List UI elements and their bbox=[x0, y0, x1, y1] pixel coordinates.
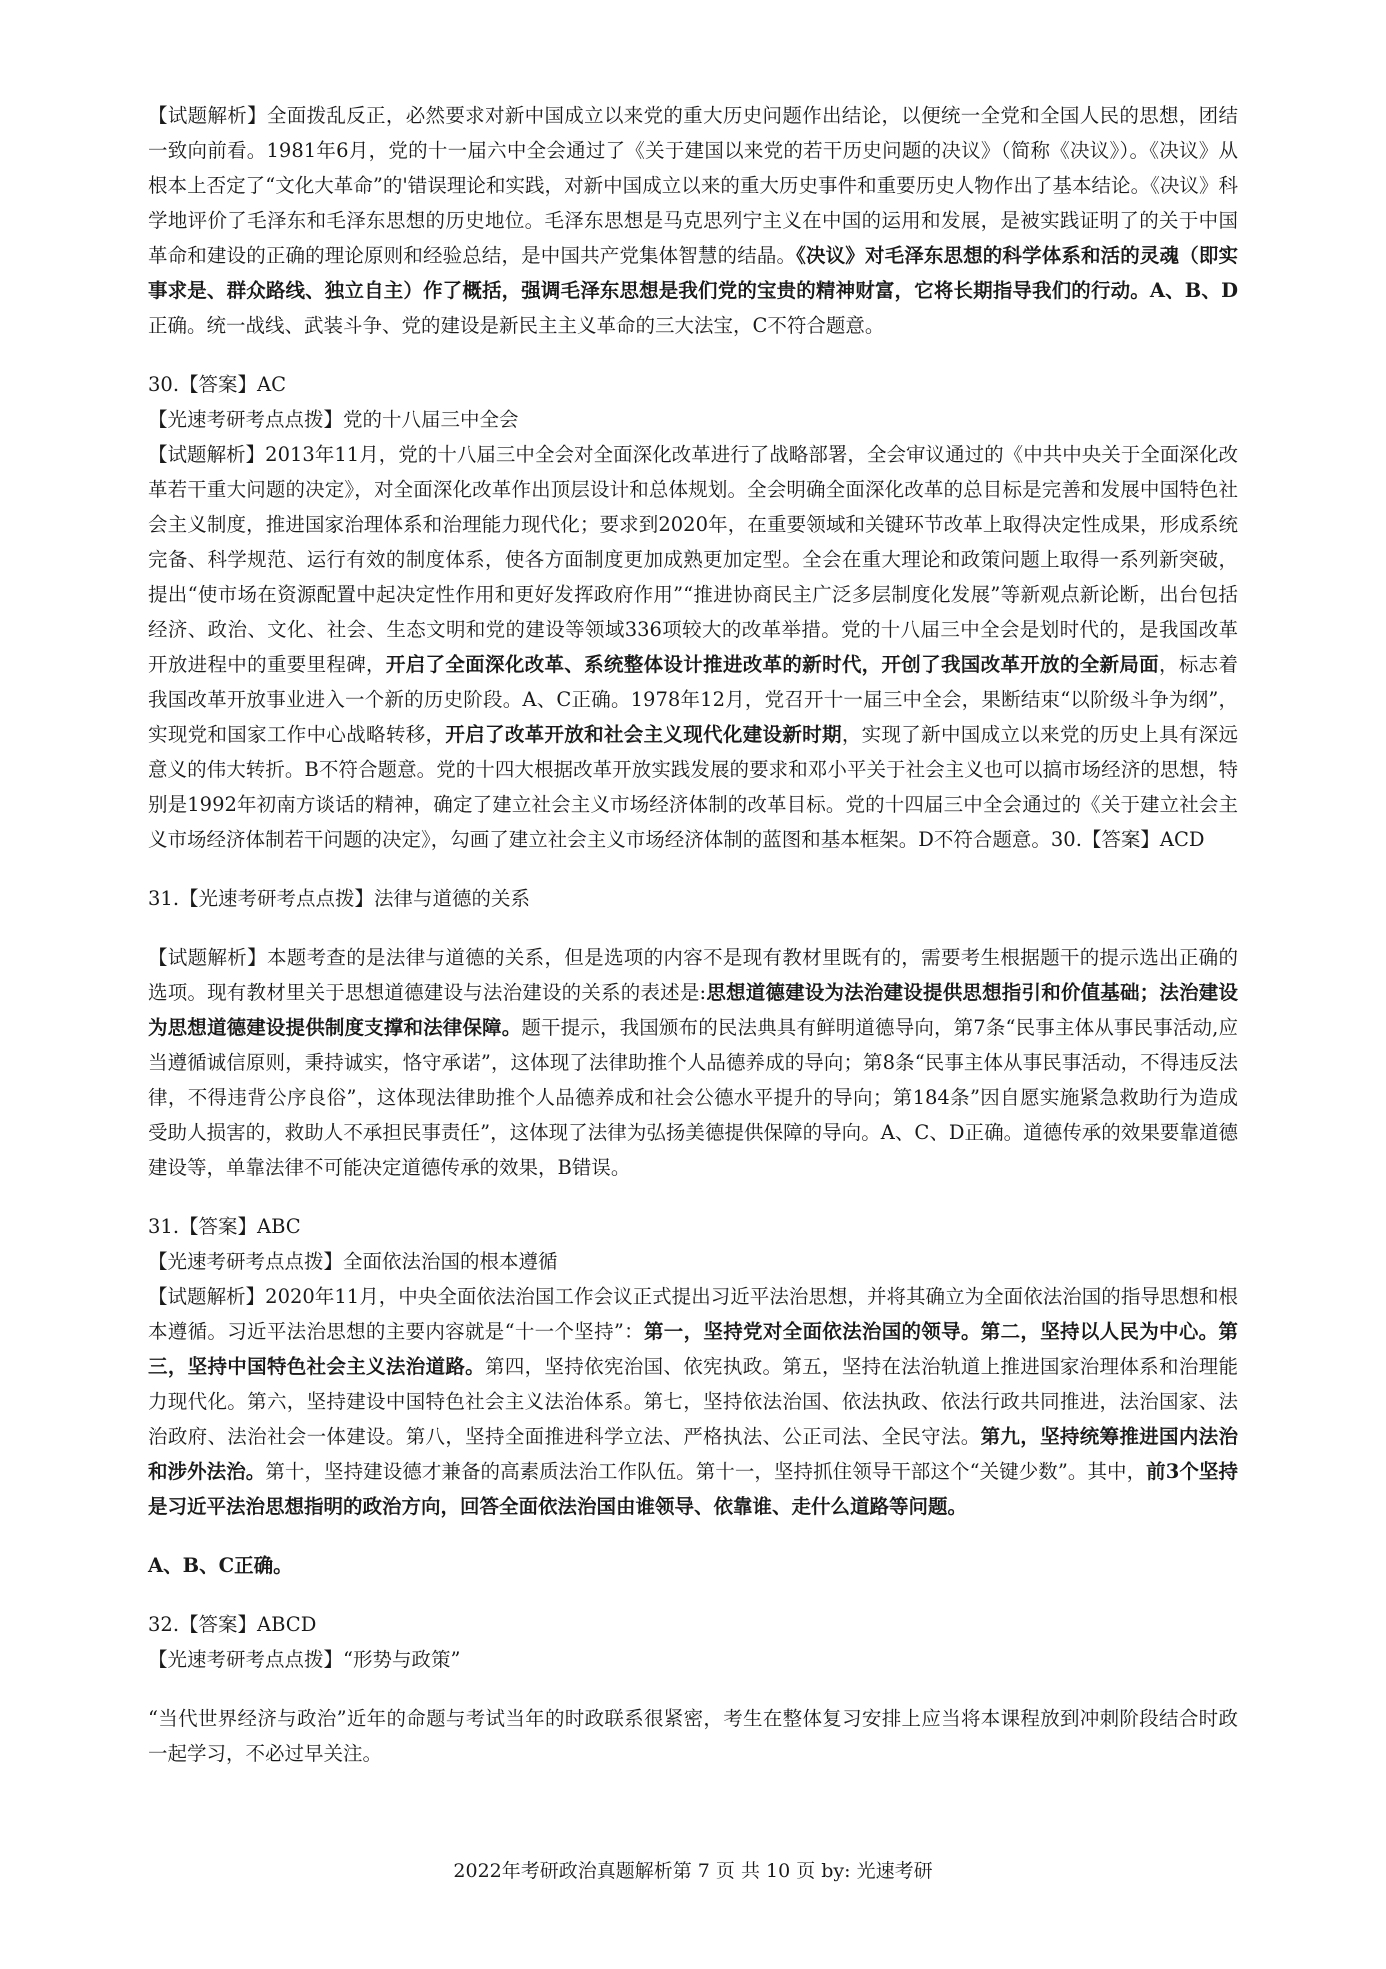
paragraph bbox=[148, 881, 1238, 916]
text-run: 32.【答案】ABCD bbox=[148, 1613, 317, 1636]
paragraph bbox=[148, 402, 1238, 437]
paragraph bbox=[148, 367, 1238, 402]
bold-text-run: 《决议》对毛泽东思想的科学体系和活的灵魂（即实事求是、群众路线、独立自主）作了概括，强调毛泽东思想是我们党的宝贵的精神财富，它将长期指导我们的行动。A、B、D bbox=[148, 244, 1238, 302]
paragraph bbox=[148, 1209, 1238, 1244]
paragraph bbox=[148, 1642, 1238, 1677]
bold-text-run: 第九，坚持统筹推进国内法治和涉外法治。 bbox=[148, 1425, 1238, 1483]
text-run: 31.【答案】ABC bbox=[148, 1215, 301, 1238]
paragraph bbox=[148, 1607, 1238, 1642]
paragraph bbox=[148, 1279, 1238, 1524]
bold-text-run: 思想道德建设为法治建设提供思想指引和价值基础；法治建设为思想道德建设提供制度支撑和法律保障。 bbox=[148, 981, 1238, 1039]
paragraph bbox=[148, 437, 1238, 857]
bold-text-run: A、B、C正确。 bbox=[148, 1554, 293, 1577]
text-run: 正确。统一战线、武装斗争、党的建设是新民主主义革命的三大法宝，C不符合题意。 bbox=[148, 314, 885, 337]
bold-text-run: 第一，坚持党对全面依法治国的领导。第二，坚持以人民为中心。第三，坚持中国特色社会主义法治道路。 bbox=[148, 1320, 1238, 1378]
paragraph bbox=[148, 940, 1238, 1185]
text-run: 【光速考研考点点拨】党的十八届三中全会 bbox=[148, 408, 519, 431]
text-run: 【试题解析】全面拨乱反正，必然要求对新中国成立以来党的重大历史问题作出结论，以便统一全党和全国人民的思想，团结一致向前看。1981年6月，党的十一届六中全会通过了《关于建国以来党的若干历史问题的决议》（简称《决议》）。《决议》从根本上否定了“文化大革命”的'错误理论和实践，对新中国成立以来的重大历史事件和重要历史人物作出了基本结论。《决议》科学地评价了毛泽东和毛泽东思想的历史地位。毛泽东思想是马克思列宁主义在中国的运用和发展，是被实践证明了的关于中国革命和建设的正确的理论原则和经验总结，是中国共产党集体智慧的结晶。 bbox=[148, 104, 1238, 267]
text-run: 30.【答案】AC bbox=[148, 373, 287, 396]
page-footer: 2022年考研政治真题解析第 7 页 共 10 页 by: 光速考研 bbox=[453, 1860, 933, 1882]
text-run: 【试题解析】2020年11月，中央全面依法治国工作会议正式提出习近平法治思想，并将其确立为全面依法治国的指导思想和根本遵循。习近平法治思想的主要内容就是“十一个坚持”： bbox=[148, 1285, 1238, 1343]
document-body bbox=[148, 98, 1238, 1771]
text-run: 第四，坚持依宪治国、依宪执政。第五，坚持在法治轨道上推进国家治理体系和治理能力现代化。第六，坚持建设中国特色社会主义法治体系。第七，坚持依法治国、依法执政、依法行政共同推进，法治国家、法治政府、法治社会一体建设。第八，坚持全面推进科学立法、严格执法、公正司法、全民守法。 bbox=[148, 1355, 1238, 1448]
bold-text-run: 开启了全面深化改革、系统整体设计推进改革的新时代，开创了我国改革开放的全新局面 bbox=[385, 653, 1159, 676]
text-run: ，标志着我国改革开放事业进入一个新的历史阶段。A、C正确。1978年12月，党召开十一届三中全会，果断结束“以阶级斗争为纲”，实现党和国家工作中心战略转移， bbox=[148, 653, 1238, 746]
paragraph bbox=[148, 1548, 1238, 1583]
text-run: 【试题解析】2013年11月，党的十八届三中全会对全面深化改革进行了战略部署，全会审议通过的《中共中央关于全面深化改革若干重大问题的决定》，对全面深化改革作出顶层设计和总体规划。全会明确全面深化改革的总目标是完善和发展中国特色社会主义制度，推进国家治理体系和治理能力现代化；要求到2020年，在重要领域和关键环节改革上取得决定性成果，形成系统完备、科学规范、运行有效的制度体系，使各方面制度更加成熟更加定型。全会在重大理论和政策问题上取得一系列新突破，提出“使市场在资源配置中起决定性作用和更好发挥政府作用”“推进协商民主广泛多层制度化发展”等新观点新论断，出台包括经济、政治、文化、社会、生态文明和党的建设等领域336项较大的改革举措。党的十八届三中全会是划时代的，是我国改革开放进程中的重要里程碑， bbox=[148, 443, 1238, 676]
text-run: 31.【光速考研考点点拨】法律与道德的关系 bbox=[148, 887, 531, 910]
bold-text-run: 开启了改革开放和社会主义现代化建设新时期 bbox=[445, 723, 842, 746]
text-run: 【光速考研考点点拨】“形势与政策” bbox=[148, 1648, 461, 1671]
paragraph bbox=[148, 1244, 1238, 1279]
text-run: 题干提示，我国颁布的民法典具有鲜明道德导向，第7条“民事主体从事民事活动,应当遵循诚信原则，秉持诚实，恪守承诺”，这体现了法律助推个人品德养成的导向；第8条“民事主体从事民事活动，不得违反法律，不得违背公序良俗”，这体现法律助推个人品德养成和社会公德水平提升的导向；第184条”因自愿实施紧急救助行为造成受助人损害的，救助人不承担民事责任”，这体现了法律为弘扬美德提供保障的导向。A、C、D正确。道德传承的效果要靠道德建设等，单靠法律不可能决定道德传承的效果，B错误。 bbox=[148, 1016, 1238, 1179]
paragraph bbox=[148, 98, 1238, 343]
text-run: ，实现了新中国成立以来党的历史上具有深远意义的伟大转折。B不符合题意。党的十四大根据改革开放实践发展的要求和邓小平关于社会主义也可以搞市场经济的思想，特别是1992年初南方谈话的精神，确定了建立社会主义市场经济体制的改革目标。党的十四届三中全会通过的《关于建立社会主义市场经济体制若干问题的决定》，勾画了建立社会主义市场经济体制的蓝图和基本框架。D不符合题意。30.【答案】ACD bbox=[148, 723, 1238, 851]
text-run: 第十，坚持建设德才兼备的高素质法治工作队伍。第十一，坚持抓住领导干部这个“关键少数”。其中， bbox=[265, 1460, 1147, 1483]
text-run: 【试题解析】本题考查的是法律与道德的关系，但是选项的内容不是现有教材里既有的，需要考生根据题干的提示选出正确的选项。现有教材里关于思想道德建设与法治建设的关系的表述是: bbox=[148, 946, 1238, 1004]
text-run: “当代世界经济与政治”近年的命题与考试当年的时政联系很紧密，考生在整体复习安排上应当将本课程放到冲刺阶段结合时政一起学习，不必过早关注。 bbox=[148, 1707, 1238, 1765]
paragraph bbox=[148, 1701, 1238, 1771]
bold-text-run: 前3个坚持是习近平法治思想指明的政治方向，回答全面依法治国由谁领导、依靠谁、走什么道路等问题。 bbox=[148, 1460, 1238, 1518]
text-run: 【光速考研考点点拨】全面依法治国的根本遵循 bbox=[148, 1250, 558, 1273]
